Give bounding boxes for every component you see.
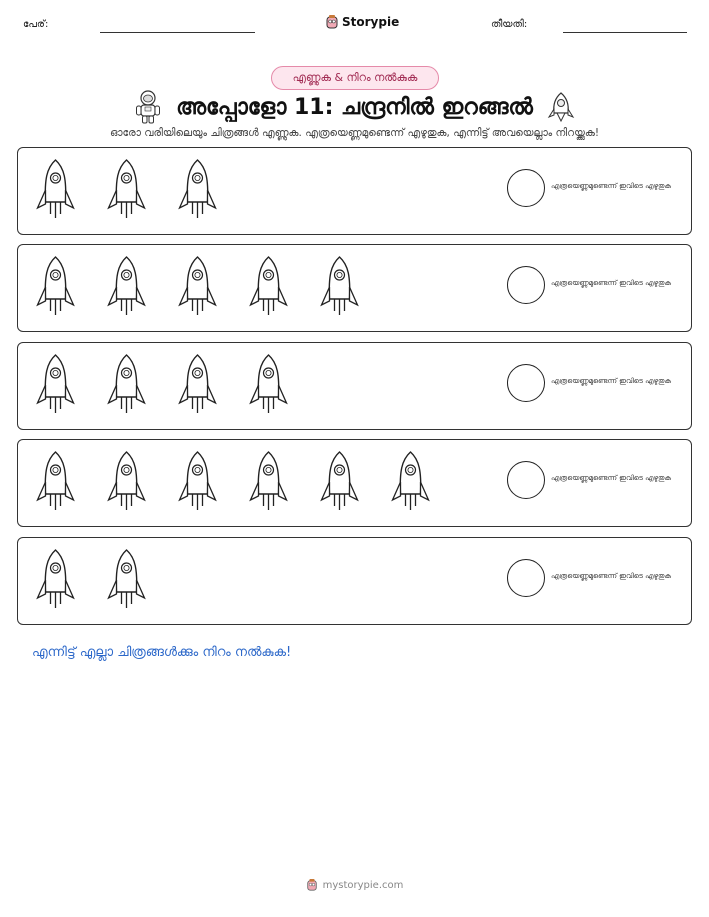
rocket-group xyxy=(30,544,152,620)
rocket-icon xyxy=(30,353,81,417)
answer-hint: എത്രയെണ്ണമുണ്ടെന്ന് ഇവിടെ എഴുതുക xyxy=(551,279,672,287)
answer-hint: എത്രയെണ്ണമുണ്ടെന്ന് ഇവിടെ എഴുതുക xyxy=(551,182,672,190)
answer-circle[interactable] xyxy=(507,461,545,499)
rocket-icon xyxy=(101,450,152,514)
rocket-icon xyxy=(172,450,223,514)
count-row-4 xyxy=(17,439,692,527)
rocket-group xyxy=(30,251,365,327)
brand-name: Storypie xyxy=(342,15,400,29)
rocket-icon xyxy=(30,548,81,612)
count-row-3 xyxy=(17,342,692,430)
answer-circle[interactable] xyxy=(507,169,545,207)
footer-brand-text: mystorypie.com xyxy=(322,879,404,891)
page-title: അപ്പോളോ 11: ചന്ദ്രനിൽ ഇറങ്ങൽ xyxy=(176,94,533,120)
name-line[interactable] xyxy=(100,32,255,33)
footer-brand xyxy=(0,878,709,892)
activity-badge: എണ്ണുക & നിറം നൽകുക xyxy=(271,66,439,90)
rocket-icon xyxy=(101,255,152,319)
title-row xyxy=(0,88,709,126)
answer-hint: എത്രയെണ്ണമുണ്ടെന്ന് ഇവിടെ എഴുതുക xyxy=(551,377,672,385)
date-label: തീയതി: xyxy=(491,19,528,30)
rocket-icon xyxy=(314,255,365,319)
rocket-group xyxy=(30,349,294,425)
rocket-group xyxy=(30,446,436,522)
rocket-icon xyxy=(101,158,152,222)
answer-hint: എത്രയെണ്ണമുണ്ടെന്ന് ഇവിടെ എഴുതുക xyxy=(551,572,672,580)
answer-circle[interactable] xyxy=(507,364,545,402)
answer-circle[interactable] xyxy=(507,266,545,304)
count-row-2 xyxy=(17,244,692,332)
rocket-icon xyxy=(101,548,152,612)
rocket-pod-icon xyxy=(547,91,575,123)
count-row-1 xyxy=(17,147,692,235)
storypie-mascot-icon xyxy=(325,14,339,30)
rocket-icon xyxy=(172,353,223,417)
storypie-mascot-icon xyxy=(306,878,318,892)
rocket-icon xyxy=(243,450,294,514)
rocket-icon xyxy=(30,255,81,319)
brand-logo xyxy=(325,14,399,30)
name-label: പേര്: xyxy=(23,19,49,30)
rocket-icon xyxy=(243,353,294,417)
astronaut-icon xyxy=(134,90,162,124)
instructions-text: ഓരോ വരിയിലെയും ചിത്രങ്ങൾ എണ്ണുക. എത്രയെണ്ണമുണ്ടെന്ന് എഴുതുക, എന്നിട്ട് അവയെല്ലാം നിറയ്ക്കുക! xyxy=(109,127,600,139)
rocket-icon xyxy=(172,158,223,222)
rocket-icon xyxy=(101,353,152,417)
rocket-icon xyxy=(30,450,81,514)
rocket-icon xyxy=(172,255,223,319)
date-line[interactable] xyxy=(563,32,687,33)
rocket-icon xyxy=(385,450,436,514)
rocket-icon xyxy=(30,158,81,222)
rocket-icon xyxy=(243,255,294,319)
rocket-icon xyxy=(314,450,365,514)
rocket-group xyxy=(30,154,223,230)
answer-hint: എത്രയെണ്ണമുണ്ടെന്ന് ഇവിടെ എഴുതുക xyxy=(551,474,672,482)
count-row-5 xyxy=(17,537,692,625)
answer-circle[interactable] xyxy=(507,559,545,597)
footer-note: എന്നിട്ട് എല്ലാ ചിത്രങ്ങൾക്കും നിറം നൽകുക! xyxy=(32,645,292,660)
